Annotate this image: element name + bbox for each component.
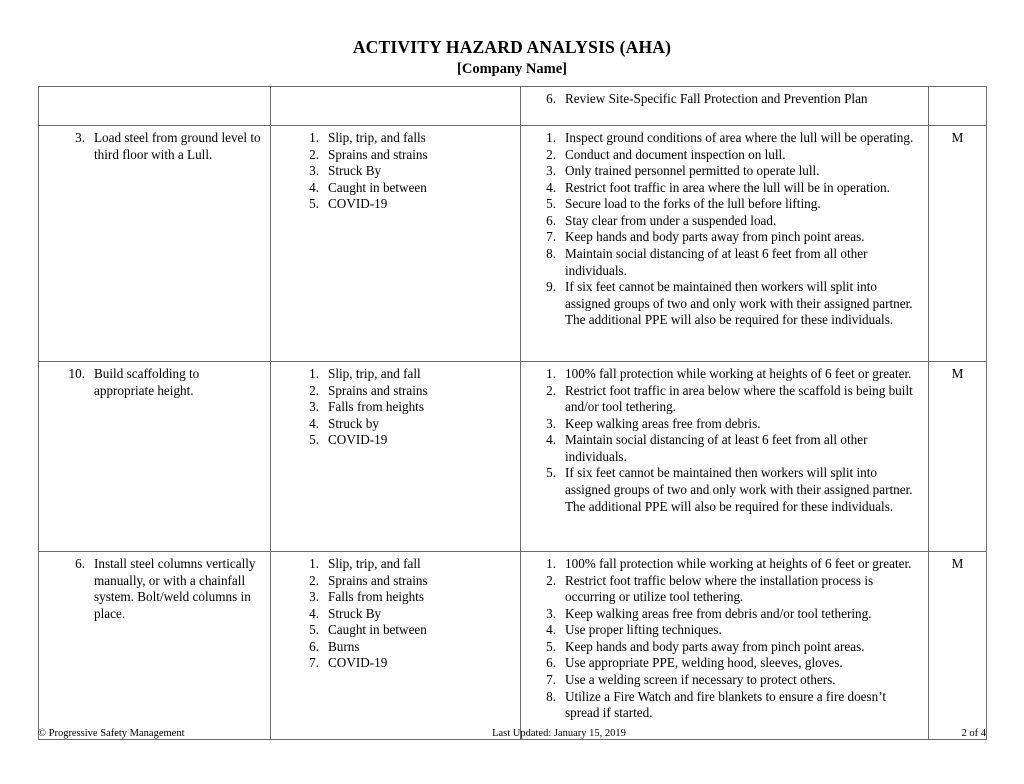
list-item (296, 383, 515, 400)
hazards-list (296, 556, 515, 672)
list-item-number: 5. (309, 196, 319, 212)
list-item (296, 130, 515, 147)
controls-list (533, 91, 923, 108)
list-item (533, 432, 923, 465)
list-item (296, 589, 515, 606)
list-item (533, 672, 923, 689)
list-item-number: 5. (546, 465, 556, 481)
table-row (39, 362, 987, 552)
list-item-number: 4. (309, 415, 319, 431)
list-item-text: Slip, trip, and falls (328, 130, 426, 145)
list-item-text: COVID-19 (328, 196, 388, 212)
list-item-number: 1. (546, 130, 556, 145)
activity-list (64, 556, 261, 622)
table-row-continued (39, 87, 987, 126)
list-item-text: 100% fall protection while working at heights of 6 feet or greater. (565, 556, 912, 571)
list-item-number: 9. (546, 279, 556, 295)
list-item (533, 465, 923, 515)
list-item (296, 432, 515, 449)
cell-activity (39, 126, 271, 362)
list-item-text: Restrict foot traffic in area below where the scaffold is being built and/or tool tethering. (565, 382, 913, 415)
list-item (533, 573, 923, 606)
list-item-number: 6. (309, 638, 319, 654)
list-item-number: 7. (309, 655, 319, 671)
list-item-number: 3. (546, 415, 556, 431)
list-item (533, 147, 923, 164)
list-item (533, 383, 923, 416)
list-item-text: COVID-19 (328, 432, 388, 448)
cell-controls (521, 362, 929, 552)
list-item-number: 2. (309, 146, 319, 162)
list-item (533, 180, 923, 197)
list-item-number: 7. (546, 671, 556, 687)
cell-hazards (271, 552, 521, 740)
footer-copyright: © Progressive Safety Management (38, 728, 185, 739)
cell-risk-level (929, 87, 987, 126)
cell-hazards (271, 126, 521, 362)
list-item-text: Use proper lifting techniques. (565, 622, 722, 638)
list-item-text: COVID-19 (328, 655, 388, 671)
list-item-number: 2. (546, 146, 556, 162)
list-item-text: Sprains and strains (328, 146, 428, 162)
list-item (533, 163, 923, 180)
list-item-number: 6. (546, 212, 556, 228)
list-item (533, 639, 923, 656)
list-item-text: Restrict foot traffic in area where the lull will be in operation. (565, 179, 890, 195)
list-item-text: Use appropriate PPE, welding hood, sleeves, gloves. (565, 655, 843, 671)
list-item (296, 622, 515, 639)
list-item (296, 180, 515, 197)
list-item-text: Inspect ground conditions of area where the lull will be operating. (565, 130, 914, 145)
cell-risk-level: M (929, 552, 987, 740)
list-item-number: 3. (309, 163, 319, 179)
list-item-number: 4. (309, 179, 319, 195)
activity-list (64, 130, 261, 163)
list-item-number: 4. (309, 605, 319, 621)
list-item (533, 130, 923, 147)
list-item-number: 10. (68, 366, 85, 381)
list-item-text: Caught in between (328, 179, 427, 195)
list-item (64, 130, 261, 163)
list-item (64, 556, 261, 622)
list-item-number: 5. (309, 432, 319, 448)
list-item-text: Struck By (328, 163, 382, 179)
list-item-text: Maintain social distancing of at least 6 feet from all other individuals. (565, 432, 868, 464)
list-item-number: 6. (546, 91, 556, 106)
list-item-text: If six feet cannot be maintained then workers will split into assigned groups of two and only work with their assigned partner. The additional PPE will also be required for these individuals. (565, 279, 913, 328)
list-item-text: Install steel columns vertically manually, or with a chainfall system. Bolt/weld columns in place. (94, 556, 256, 621)
list-item-text: Maintain social distancing of at least 6 feet from all other individuals. (565, 245, 868, 278)
list-item-text: Struck by (328, 415, 379, 431)
list-item (533, 606, 923, 623)
list-item-text: Use a welding screen if necessary to protect others. (565, 671, 836, 687)
list-item-number: 1. (546, 366, 556, 381)
list-item (533, 655, 923, 672)
list-item-text: Load steel from ground level to third floor with a Lull. (94, 130, 261, 162)
page-footer (38, 728, 986, 739)
list-item-text: Build scaffolding to appropriate height. (94, 366, 200, 398)
list-item (296, 366, 515, 383)
list-item-number: 2. (309, 382, 319, 398)
list-item-number: 7. (546, 229, 556, 245)
list-item-number: 2. (546, 572, 556, 588)
list-item-text: Struck By (328, 605, 382, 621)
list-item (533, 622, 923, 639)
cell-activity (39, 362, 271, 552)
list-item-text: Slip, trip, and fall (328, 556, 421, 571)
cell-hazards (271, 87, 521, 126)
list-item (533, 416, 923, 433)
table-row (39, 126, 987, 362)
list-item-text: Stay clear from under a suspended load. (565, 212, 777, 228)
list-item-text: Burns (328, 638, 360, 654)
list-item (296, 147, 515, 164)
list-item-number: 1. (309, 556, 319, 571)
list-item (296, 639, 515, 656)
list-item-number: 6. (546, 655, 556, 671)
cell-controls (521, 126, 929, 362)
list-item-text: Sprains and strains (328, 572, 428, 588)
list-item-number: 4. (546, 622, 556, 638)
list-item (296, 655, 515, 672)
list-item-text: Utilize a Fire Watch and fire blankets to ensure a fire doesn’t spread if started. (565, 688, 887, 721)
list-item (296, 399, 515, 416)
page-subtitle: [Company Name] (457, 60, 567, 77)
activity-list (64, 366, 261, 399)
list-item (533, 279, 923, 329)
hazards-list (296, 366, 515, 449)
list-item (296, 163, 515, 180)
list-item (533, 366, 923, 383)
list-item (533, 246, 923, 279)
cell-risk-level: M (929, 362, 987, 552)
list-item-text: Restrict foot traffic below where the installation process is occurring or utilize tool tethering. (565, 572, 874, 605)
list-item-number: 3. (309, 399, 319, 415)
controls-list (533, 366, 923, 515)
list-item (296, 573, 515, 590)
controls-list (533, 130, 923, 329)
list-item-number: 5. (546, 638, 556, 654)
list-item (296, 606, 515, 623)
list-item-number: 5. (546, 196, 556, 212)
list-item-text: Sprains and strains (328, 382, 428, 398)
list-item (533, 689, 923, 722)
list-item-number: 5. (309, 622, 319, 638)
list-item-text: Keep walking areas free from debris. (565, 415, 761, 431)
footer-last-updated: Last Updated: January 15, 2019 (492, 728, 626, 739)
cell-activity (39, 87, 271, 126)
list-item-number: 2. (309, 572, 319, 588)
list-item (296, 196, 515, 213)
list-item (533, 556, 923, 573)
list-item-text: Keep walking areas free from debris and/or tool tethering. (565, 605, 872, 621)
list-item-number: 4. (546, 179, 556, 195)
list-item-number: 4. (546, 432, 556, 448)
list-item-number: 1. (546, 556, 556, 571)
list-item (296, 416, 515, 433)
list-item-text: Keep hands and body parts away from pinch point areas. (565, 229, 865, 245)
list-item-text: If six feet cannot be maintained then workers will split into assigned groups of two and only work with their assigned partner. The additional PPE will also be required for these individuals. (565, 465, 913, 514)
list-item-number: 3. (546, 163, 556, 179)
cell-controls (521, 87, 929, 126)
list-item-number: 8. (546, 688, 556, 704)
list-item (296, 556, 515, 573)
table-row (39, 552, 987, 740)
list-item-number: 1. (309, 130, 319, 145)
list-item (533, 91, 923, 108)
list-item-text: Conduct and document inspection on lull. (565, 146, 786, 162)
list-item (533, 213, 923, 230)
footer-page-number: 2 of 4 (961, 728, 986, 739)
list-item (533, 229, 923, 246)
hazards-list (296, 130, 515, 213)
list-item-number: 3. (75, 130, 85, 145)
list-item-text: Review Site-Specific Fall Protection and Prevention Plan (565, 91, 868, 106)
list-item-number: 3. (309, 589, 319, 605)
table-body (39, 87, 987, 740)
list-item-text: Falls from heights (328, 399, 424, 415)
list-item-number: 3. (546, 605, 556, 621)
list-item-text: Only trained personnel permitted to operate lull. (565, 163, 820, 179)
cell-hazards (271, 362, 521, 552)
list-item-text: 100% fall protection while working at heights of 6 feet or greater. (565, 366, 912, 381)
activity-hazard-analysis-table (38, 86, 987, 740)
list-item (533, 196, 923, 213)
list-item-number: 8. (546, 245, 556, 261)
list-item-text: Keep hands and body parts away from pinch point areas. (565, 638, 865, 654)
list-item-number: 1. (309, 366, 319, 381)
cell-activity (39, 552, 271, 740)
page-title: ACTIVITY HAZARD ANALYSIS (AHA) (352, 37, 672, 57)
controls-list (533, 556, 923, 722)
list-item-text: Falls from heights (328, 589, 424, 605)
cell-controls (521, 552, 929, 740)
list-item-text: Slip, trip, and fall (328, 366, 421, 381)
list-item-text: Secure load to the forks of the lull before lifting. (565, 196, 821, 212)
list-item-number: 2. (546, 382, 556, 398)
list-item-text: Caught in between (328, 622, 427, 638)
list-item-number: 6. (75, 556, 85, 571)
list-item (64, 366, 261, 399)
cell-risk-level: M (929, 126, 987, 362)
